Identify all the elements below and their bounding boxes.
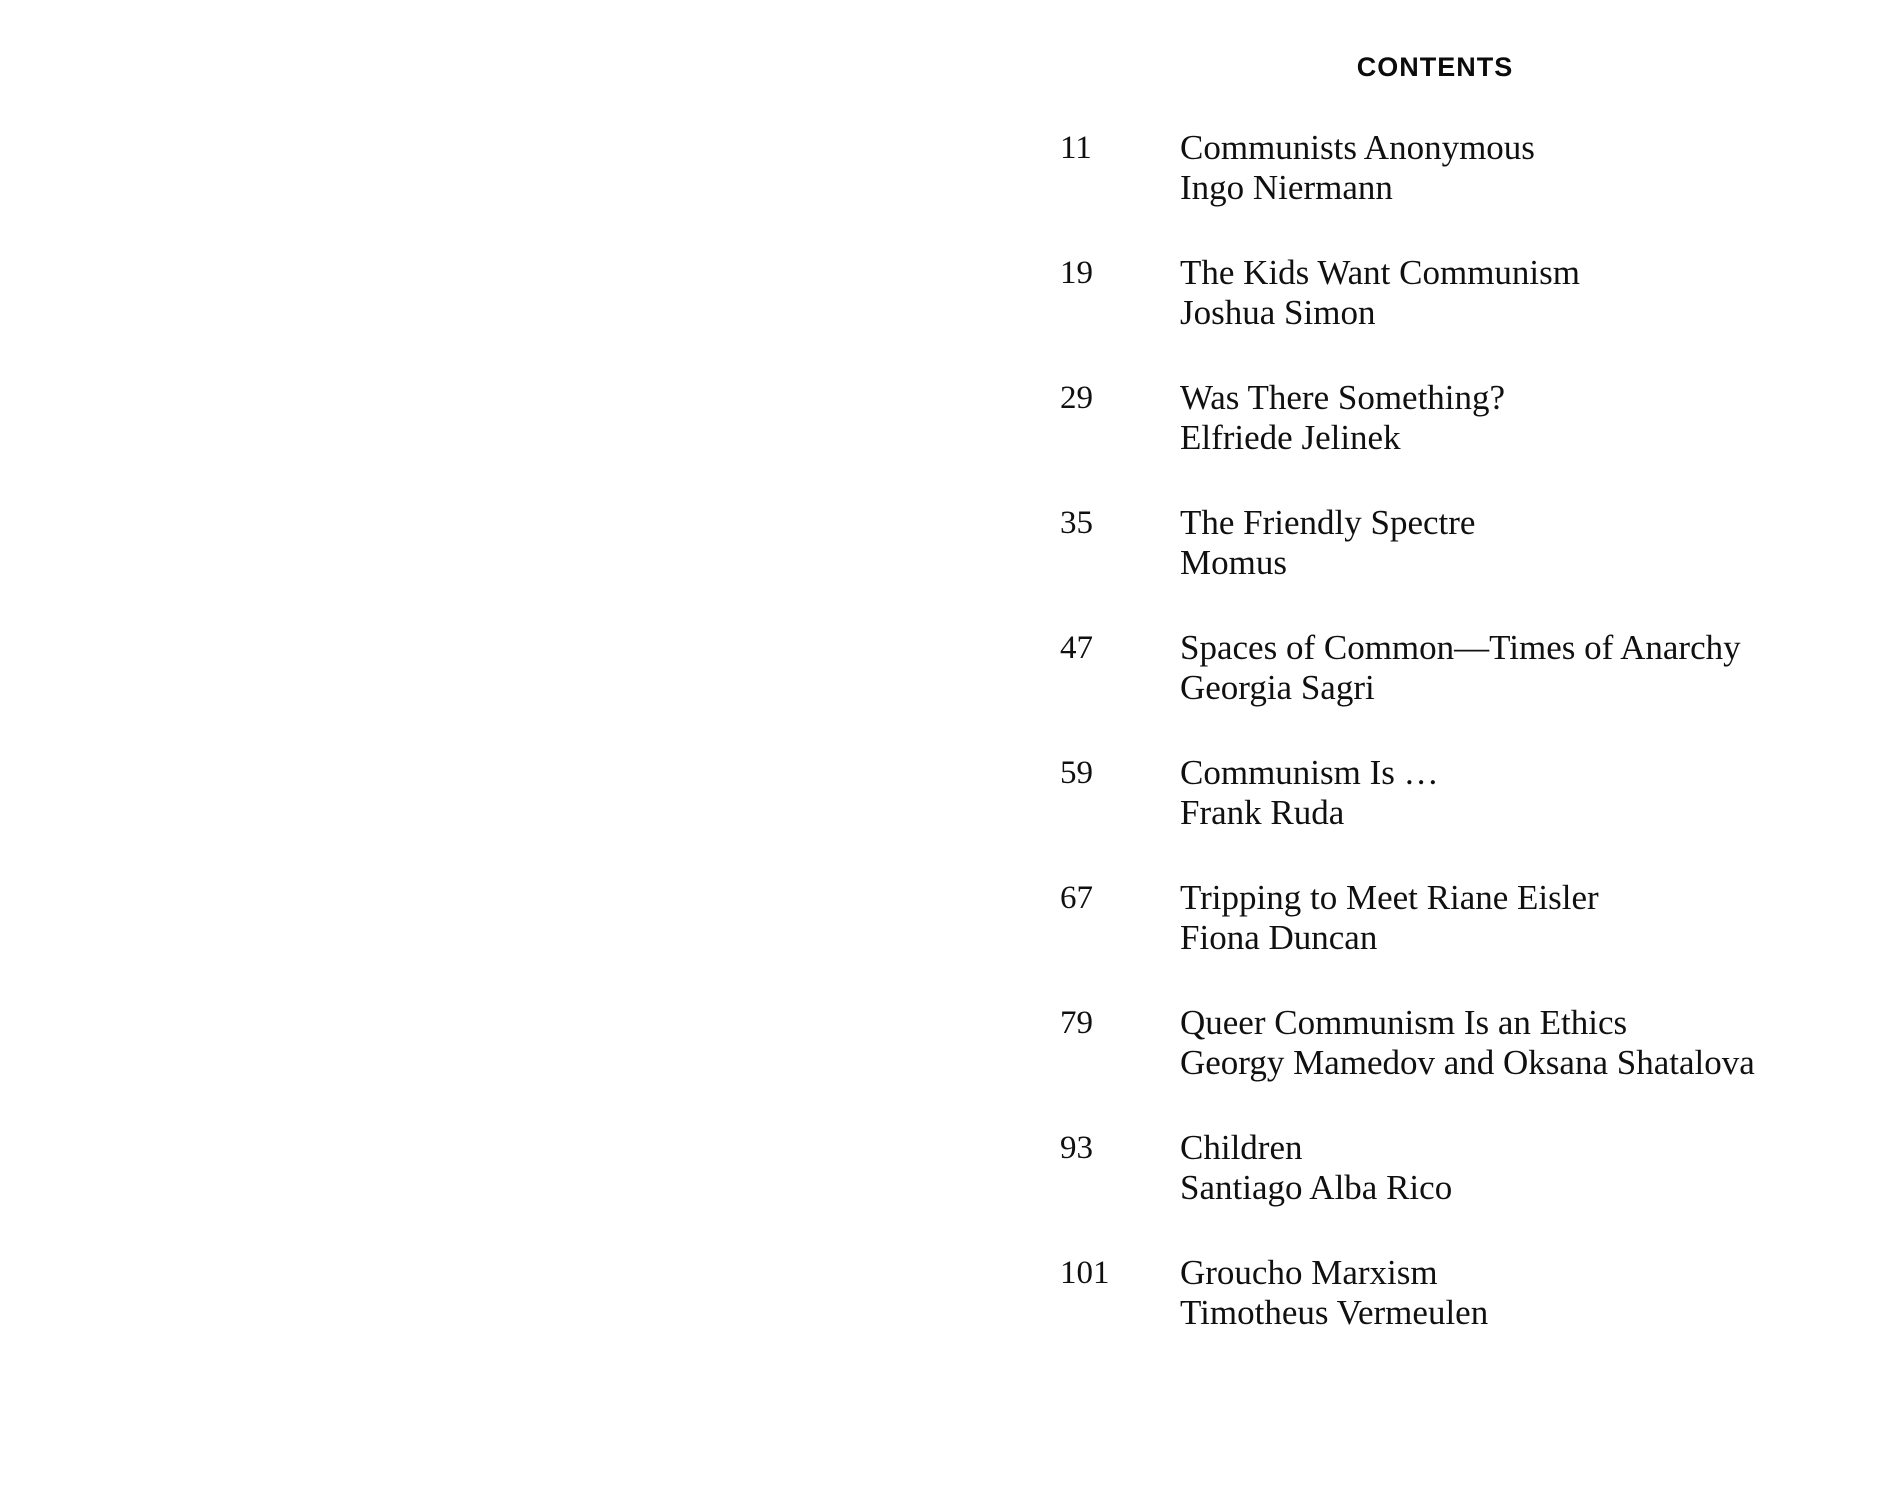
toc-entry-text	[1180, 253, 1580, 333]
toc-entry	[1060, 878, 1820, 958]
toc-entry	[1060, 1003, 1820, 1083]
toc-entry-page-number: 47	[1060, 630, 1093, 666]
toc-entry-author: Elfriede Jelinek	[1180, 418, 1401, 457]
toc-entry-author: Joshua Simon	[1180, 293, 1376, 332]
toc-entry-page-number: 67	[1060, 880, 1093, 916]
toc-entry-text	[1180, 1253, 1488, 1333]
toc-entry	[1060, 253, 1820, 333]
toc-entry-page-number: 29	[1060, 380, 1093, 416]
toc-list	[1060, 128, 1820, 1378]
toc-entry-title: Children	[1180, 1128, 1303, 1167]
toc-entry-title: Communism Is …	[1180, 753, 1439, 792]
toc-entry-author: Fiona Duncan	[1180, 918, 1378, 957]
toc-entry-page-number: 11	[1060, 130, 1092, 166]
toc-entry-page-number: 35	[1060, 505, 1093, 541]
toc-entry-page-number: 101	[1060, 1255, 1110, 1291]
page-title: CONTENTS	[1356, 52, 1514, 82]
toc-entry-title: Tripping to Meet Riane Eisler	[1180, 878, 1599, 917]
toc-entry	[1060, 1128, 1820, 1208]
toc-entry-text	[1180, 878, 1599, 958]
toc-entry-page-number: 93	[1060, 1130, 1093, 1166]
toc-entry-page-number: 59	[1060, 755, 1093, 791]
toc-entry-text	[1180, 128, 1535, 208]
toc-entry-page-number: 19	[1060, 255, 1093, 291]
toc-entry	[1060, 128, 1820, 208]
toc-entry-title: Was There Something?	[1180, 378, 1506, 417]
toc-entry-text	[1180, 753, 1439, 833]
toc-entry	[1060, 503, 1820, 583]
toc-entry-title: The Friendly Spectre	[1180, 503, 1476, 542]
toc-entry-title: Queer Communism Is an Ethics	[1180, 1003, 1628, 1042]
toc-entry-author: Ingo Niermann	[1180, 168, 1393, 207]
toc-entry-text	[1180, 1128, 1452, 1208]
toc-entry-page-number: 79	[1060, 1005, 1093, 1041]
toc-entry-author: Timotheus Vermeulen	[1180, 1293, 1489, 1332]
toc-entry	[1060, 1253, 1820, 1333]
toc-entry-text	[1180, 378, 1505, 458]
toc-entry-author: Georgia Sagri	[1180, 668, 1375, 707]
toc-entry-text	[1180, 628, 1741, 708]
toc-entry	[1060, 753, 1820, 833]
toc-entry-author: Frank Ruda	[1180, 793, 1345, 832]
toc-entry-title: The Kids Want Communism	[1180, 253, 1581, 292]
toc-entry	[1060, 378, 1820, 458]
toc-entry-author: Momus	[1180, 543, 1287, 582]
toc-entry-author: Santiago Alba Rico	[1180, 1168, 1453, 1207]
toc-entry-author: Georgy Mamedov and Oksana Shatalova	[1180, 1043, 1755, 1082]
toc-entry-text	[1180, 503, 1475, 583]
toc-entry-text	[1180, 1003, 1755, 1083]
toc-entry-title: Communists Anonymous	[1180, 128, 1535, 167]
toc-entry	[1060, 628, 1820, 708]
toc-entry-title: Spaces of Common—Times of Anarchy	[1180, 628, 1741, 667]
toc-entry-title: Groucho Marxism	[1180, 1253, 1438, 1292]
